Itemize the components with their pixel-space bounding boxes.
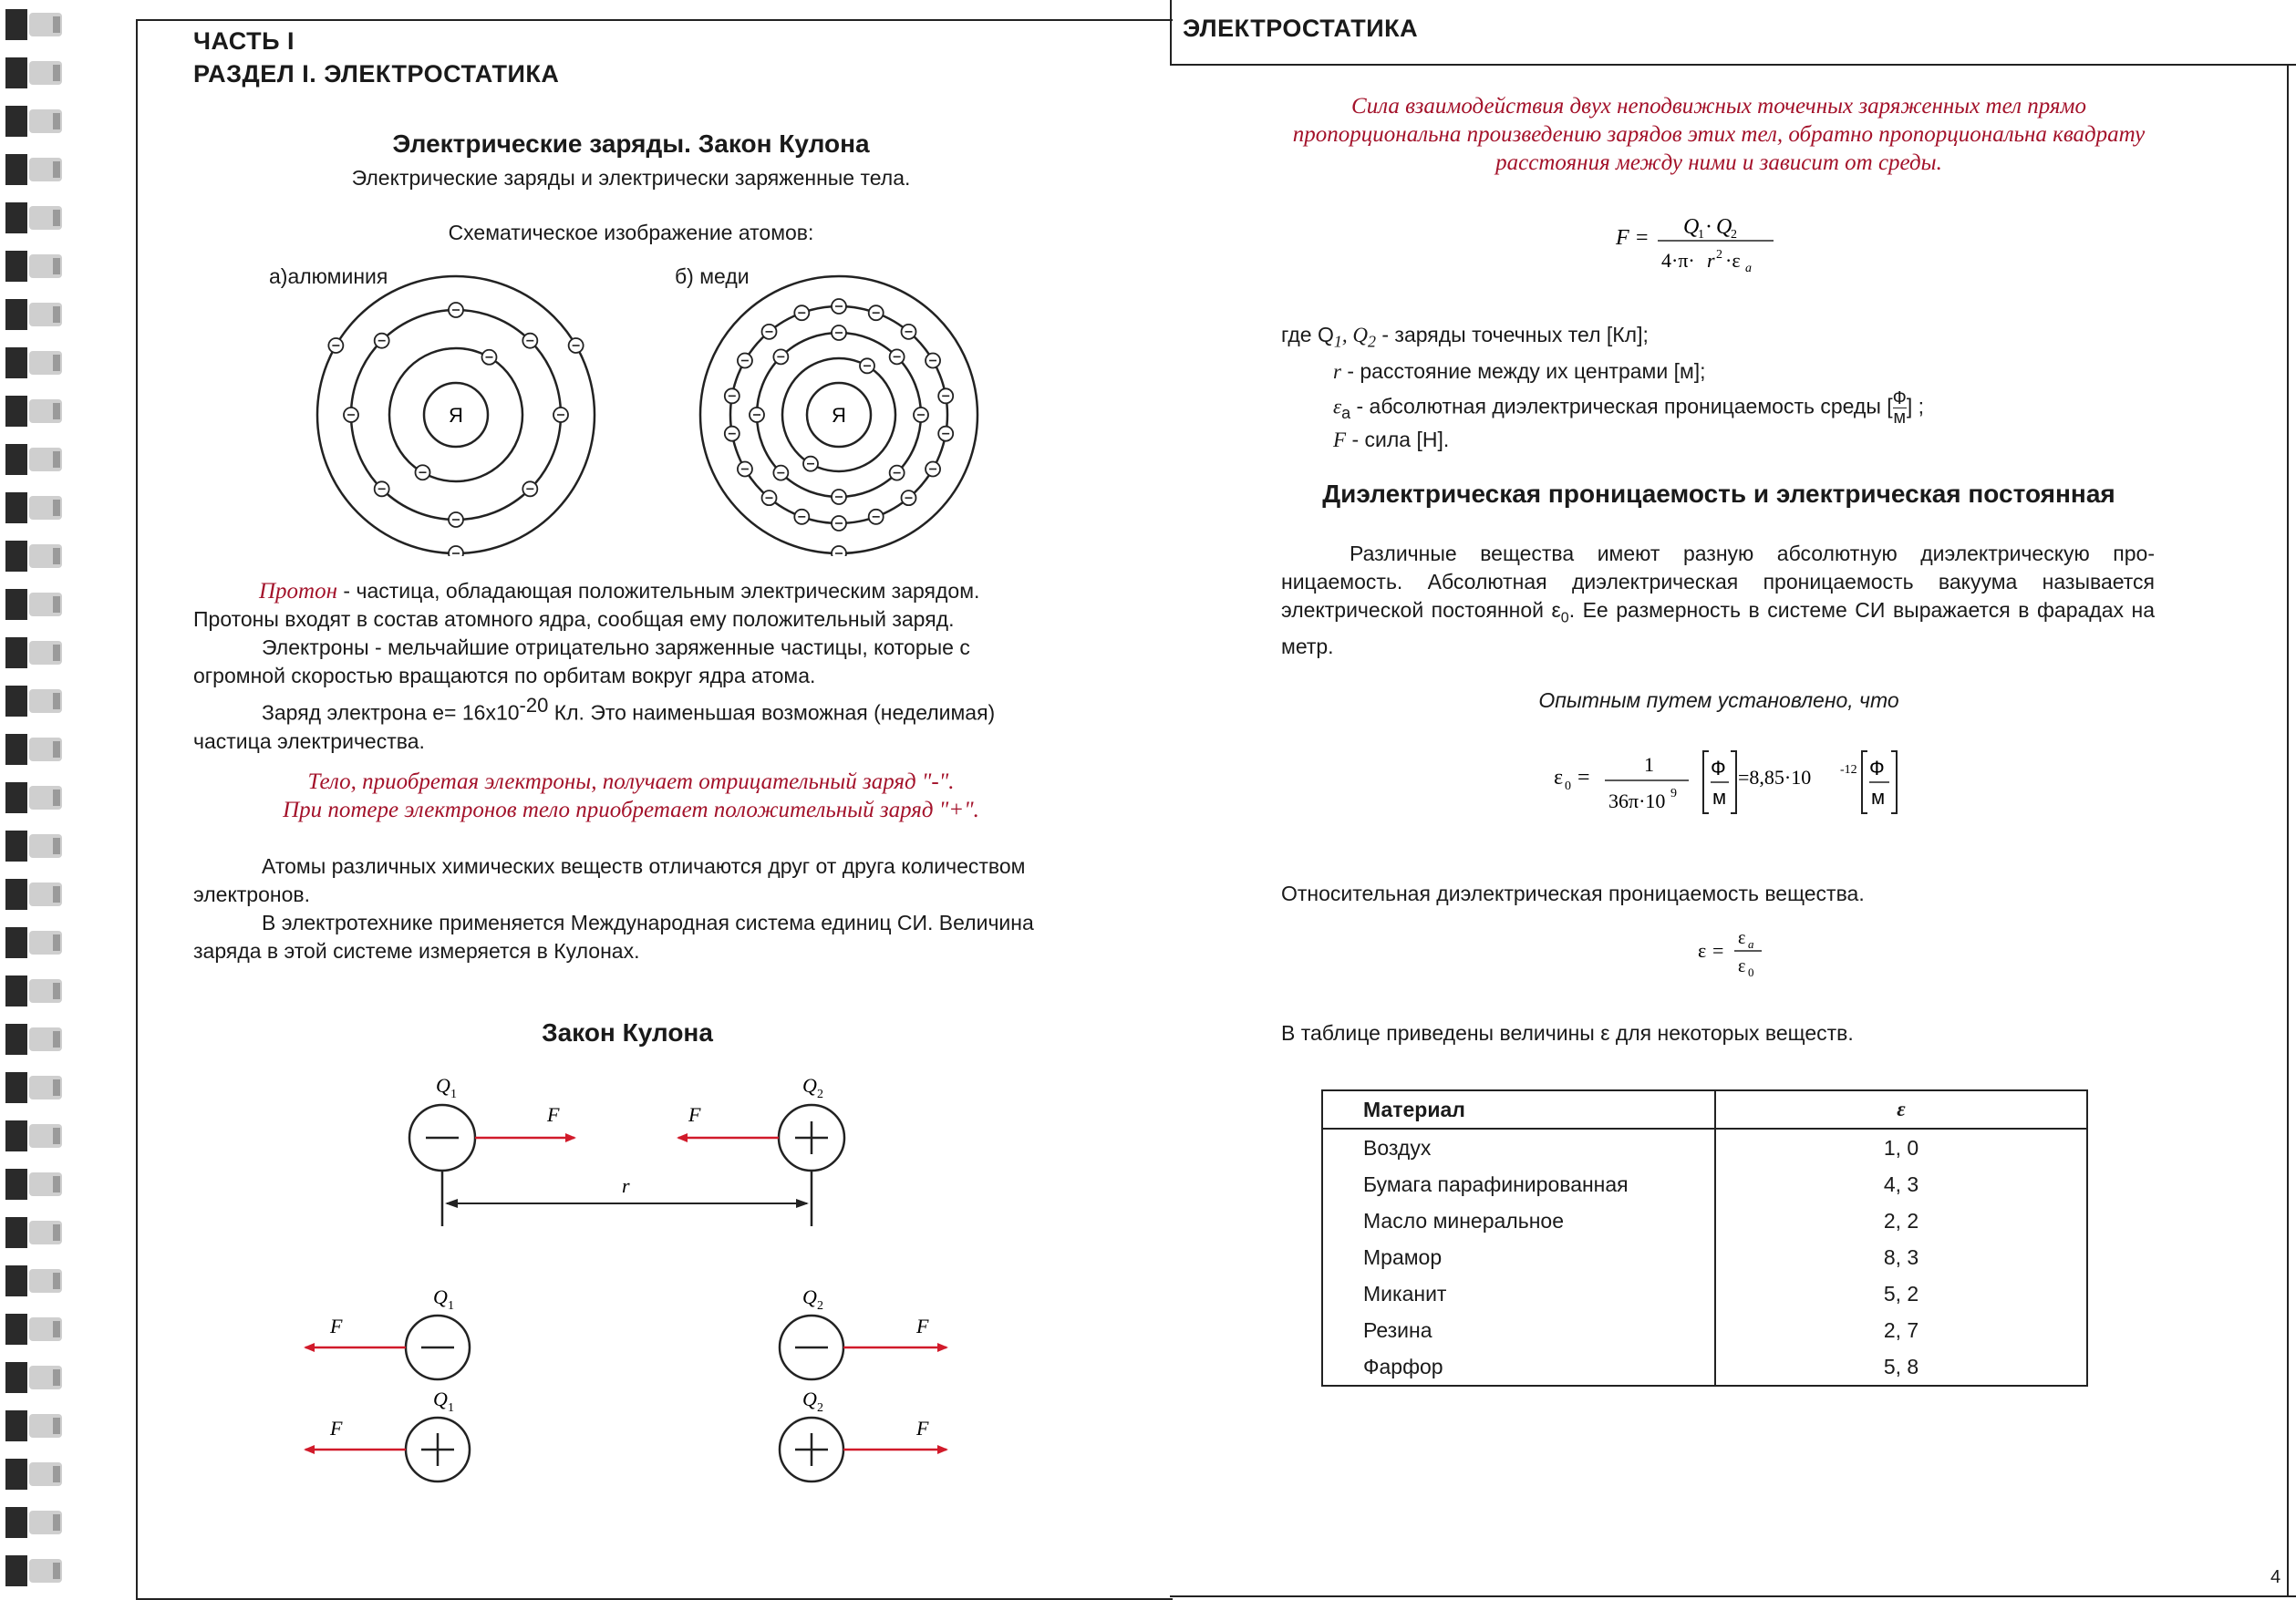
nucleus-label: Я	[832, 404, 846, 427]
rule-positive: При потере электронов тело приобретает положительный заряд "+".	[283, 798, 979, 822]
charge-q1-negative	[406, 1316, 470, 1379]
binding-ring	[5, 686, 27, 717]
binding-ring	[5, 202, 27, 233]
binding-ring	[5, 782, 27, 813]
binding-ring	[5, 1024, 27, 1055]
coulomb-formula	[1605, 208, 1787, 281]
atoms-paragraph: Атомы различных химических веществ отличаются друг от друга количеством электронов.	[193, 854, 1026, 906]
proton-text: - частица, обладающая положительным электрическим зарядом. Протоны входят в состав атомного ядра, сообщая ему положительный заряд.	[193, 579, 980, 631]
svg-text:2: 2	[817, 1299, 823, 1313]
material-epsilon: 8, 3	[1715, 1239, 2086, 1275]
q2-label: Q	[802, 1074, 817, 1097]
copper-atom-diagram	[698, 274, 980, 556]
svg-text:=: =	[1712, 939, 1724, 962]
svg-text:ε: ε	[1738, 956, 1746, 976]
charge-q1-positive	[406, 1418, 470, 1481]
epsilon0-formula	[1550, 738, 1924, 821]
svg-text:2: 2	[817, 1401, 823, 1415]
svg-text:1: 1	[448, 1299, 454, 1313]
distance-label: r	[622, 1174, 630, 1197]
table-header-material: Материал	[1323, 1091, 1715, 1129]
binding-ring	[5, 444, 27, 475]
svg-text:4·π·: 4·π·	[1661, 249, 1695, 272]
material-name: Резина	[1363, 1317, 1432, 1342]
svg-text:0: 0	[1565, 779, 1571, 793]
svg-text:F: F	[916, 1417, 929, 1440]
material-name: Мрамор	[1363, 1244, 1443, 1269]
binding-ring	[5, 734, 27, 765]
binding-ring	[5, 1362, 27, 1393]
material-epsilon: 4, 3	[1715, 1166, 2086, 1203]
q1-label: Q	[436, 1074, 450, 1097]
material-name: Бумага парафинированная	[1363, 1172, 1629, 1196]
binding-ring	[5, 1265, 27, 1296]
svg-text:a: a	[1748, 937, 1754, 951]
svg-text:Q: Q	[1716, 215, 1732, 239]
svg-text:=: =	[1577, 766, 1590, 790]
running-header: ЭЛЕКТРОСТАТИКА	[1183, 15, 1419, 42]
section-heading: РАЗДЕЛ I. ЭЛЕКТРОСТАТИКА	[193, 60, 560, 88]
material-epsilon: 2, 2	[1715, 1203, 2086, 1239]
where-r-line: r - расстояние между их центрами [м];	[1333, 359, 1706, 383]
experiment-line: Опытным путем установлено, что	[1538, 688, 1899, 712]
svg-text:1: 1	[1698, 228, 1704, 242]
material-name: Воздух	[1363, 1135, 1432, 1160]
binding-ring	[5, 1314, 27, 1345]
rule-negative: Тело, приобретая электроны, получает отрицательный заряд "-".	[307, 769, 955, 794]
binding-ring	[5, 492, 27, 523]
binding-ring	[5, 541, 27, 572]
svg-text:Q: Q	[1683, 215, 1700, 239]
page-number: 4	[2270, 1567, 2281, 1587]
electrons-paragraph: Электроны - мельчайшие отрицательно заряженные частицы, которые с огромной скоростью вращаются по орбитам вокруг ядра атома.	[193, 635, 970, 687]
binding-ring	[5, 1410, 27, 1441]
svg-text:a: a	[1745, 262, 1752, 275]
q2-label: Q	[802, 1285, 817, 1308]
table-intro: В таблице приведены величины ε для некоторых веществ.	[1281, 1021, 1854, 1045]
binding-ring	[5, 927, 27, 958]
electron	[449, 546, 463, 556]
table-row	[1323, 1129, 2086, 1166]
table-row	[1323, 1203, 2086, 1239]
svg-text:0: 0	[1748, 965, 1754, 979]
table-header-epsilon: ε	[1715, 1091, 2086, 1129]
svg-text:·ε: ·ε	[1725, 249, 1741, 272]
subtitle: Электрические заряды и электрически заряженные тела.	[351, 166, 911, 190]
right-page-top-border	[1170, 64, 2296, 66]
right-header-divider	[1170, 0, 1172, 64]
si-paragraph: В электротехнике применяется Международная система единиц СИ. Величина заряда в этой системе измеряется в Кулонах.	[193, 911, 1034, 963]
material-epsilon: 5, 8	[1715, 1348, 2086, 1385]
binding-ring	[5, 637, 27, 668]
binding-ring	[5, 1507, 27, 1538]
material-epsilon: 1, 0	[1715, 1129, 2086, 1166]
table-row	[1323, 1348, 2086, 1385]
svg-text:r: r	[1707, 249, 1715, 272]
binding-ring	[5, 975, 27, 1006]
permittivity-paragraph: Различные вещества имеют разную абсолютную диэлектрическую проницаемость. Абсолютная диэлектрическая проницаемость вакуума называется электрической постоянной $\varepsilon_0$. Ее размерность в системе СИ выражается в фарадах на метр.	[1281, 542, 2156, 658]
binding-ring	[5, 589, 27, 620]
binding-ring	[5, 251, 27, 282]
svg-text:ε: ε	[1698, 939, 1707, 962]
part-heading: ЧАСТЬ I	[193, 27, 295, 55]
binding-ring	[5, 1120, 27, 1151]
charge-q2-positive	[780, 1418, 843, 1481]
force-label: F	[547, 1103, 560, 1126]
binding-ring	[5, 106, 27, 137]
material-name: Фарфор	[1363, 1354, 1443, 1378]
aluminium-atom-diagram	[315, 274, 597, 556]
svg-text:1: 1	[1644, 753, 1654, 776]
spiral-binding	[0, 0, 73, 1597]
svg-text:·: ·	[1705, 215, 1712, 239]
table-row	[1323, 1239, 2086, 1275]
where-f-line: F - сила [Н].	[1333, 428, 1450, 451]
binding-ring	[5, 154, 27, 185]
charge-q2-positive	[779, 1105, 844, 1171]
table-row	[1323, 1275, 2086, 1312]
table-row	[1323, 1166, 2086, 1203]
binding-ring	[5, 9, 27, 40]
svg-text:36π·10: 36π·10	[1608, 790, 1666, 812]
permittivity-heading: Диэлектрическая проницаемость и электрическая постоянная	[1322, 480, 2115, 508]
svg-text:Ф: Ф	[1869, 757, 1885, 779]
binding-ring	[5, 57, 27, 88]
svg-text:9: 9	[1670, 787, 1677, 800]
nucleus-label: Я	[449, 404, 463, 427]
svg-text:=: =	[1636, 226, 1649, 250]
binding-ring	[5, 347, 27, 378]
binding-ring	[5, 1555, 27, 1586]
svg-text:ε: ε	[1554, 766, 1564, 790]
svg-text:F: F	[916, 1315, 929, 1337]
q1-label: Q	[433, 1285, 448, 1308]
table-row	[1323, 1312, 2086, 1348]
svg-text:2: 2	[1716, 248, 1722, 262]
material-name: Миканит	[1363, 1281, 1447, 1306]
q1-subscript: 1	[450, 1088, 457, 1101]
force-label: F	[688, 1103, 701, 1126]
svg-text:F: F	[1616, 226, 1629, 250]
binding-ring	[5, 831, 27, 862]
q1-label: Q	[433, 1388, 448, 1410]
material-name: Масло минеральное	[1363, 1208, 1564, 1233]
proton-term: Протон	[259, 579, 338, 604]
svg-text:Ф: Ф	[1711, 757, 1726, 779]
binding-ring	[5, 1459, 27, 1490]
material-epsilon: 2, 7	[1715, 1312, 2086, 1348]
binding-ring	[5, 1169, 27, 1200]
atom-b-label: б) меди	[675, 264, 750, 288]
charge-q2-negative	[780, 1316, 843, 1379]
charge-q1-negative	[409, 1105, 475, 1171]
right-page-side-border	[2287, 64, 2289, 1595]
material-epsilon: 5, 2	[1715, 1275, 2086, 1312]
binding-ring	[5, 396, 27, 427]
svg-text:F: F	[330, 1315, 343, 1337]
svg-text:-12: -12	[1840, 763, 1857, 777]
svg-text:1: 1	[448, 1401, 454, 1415]
q2-label: Q	[802, 1388, 817, 1410]
binding-ring	[5, 299, 27, 330]
svg-text:2: 2	[1731, 228, 1737, 242]
coulomb-law-statement: Сила взаимодействия двух неподвижных точечных заряженных тел прямо пропорциональна произведению зарядов этих тел, обратно пропорциональна квадрату расстояния между ними и зависит от среды.	[1292, 94, 2146, 175]
atom-a-label: а)алюминия	[269, 264, 388, 288]
coulomb-title: Закон Кулона	[542, 1018, 713, 1047]
q2-subscript: 2	[817, 1088, 823, 1101]
where-q-line: где $Q_1$, $Q_2$ - заряды точечных тел [Кл];	[1281, 323, 1649, 351]
materials-table	[1321, 1089, 2088, 1387]
binding-ring	[5, 879, 27, 910]
electron	[832, 546, 846, 556]
proton-paragraph	[193, 577, 1067, 634]
svg-text:=8,85·10: =8,85·10	[1738, 766, 1812, 789]
svg-text:F: F	[330, 1417, 343, 1440]
charge-paragraph: Заряд электрона $e= 16x10^{-20}$ Кл. Это наименьшая возможная (неделимая) частица электричества.	[193, 694, 996, 753]
epsilon-formula	[1696, 921, 1769, 985]
where-ea-line: $\varepsilon_а$ - абсолютная диэлектрическая проницаемость среды [ Ф м ] ;	[1333, 388, 1925, 428]
atoms-caption: Схематическое изображение атомов:	[448, 221, 814, 244]
binding-ring	[5, 1072, 27, 1103]
binding-ring	[5, 1217, 27, 1248]
svg-text:ε: ε	[1738, 928, 1746, 948]
svg-text:м: м	[1712, 786, 1727, 809]
page-title: Электрические заряды. Закон Кулона	[392, 129, 870, 158]
coulomb-diagram	[274, 1058, 1003, 1495]
relative-permittivity-line: Относительная диэлектрическая проницаемость вещества.	[1281, 882, 1865, 905]
svg-text:м: м	[1871, 786, 1886, 809]
